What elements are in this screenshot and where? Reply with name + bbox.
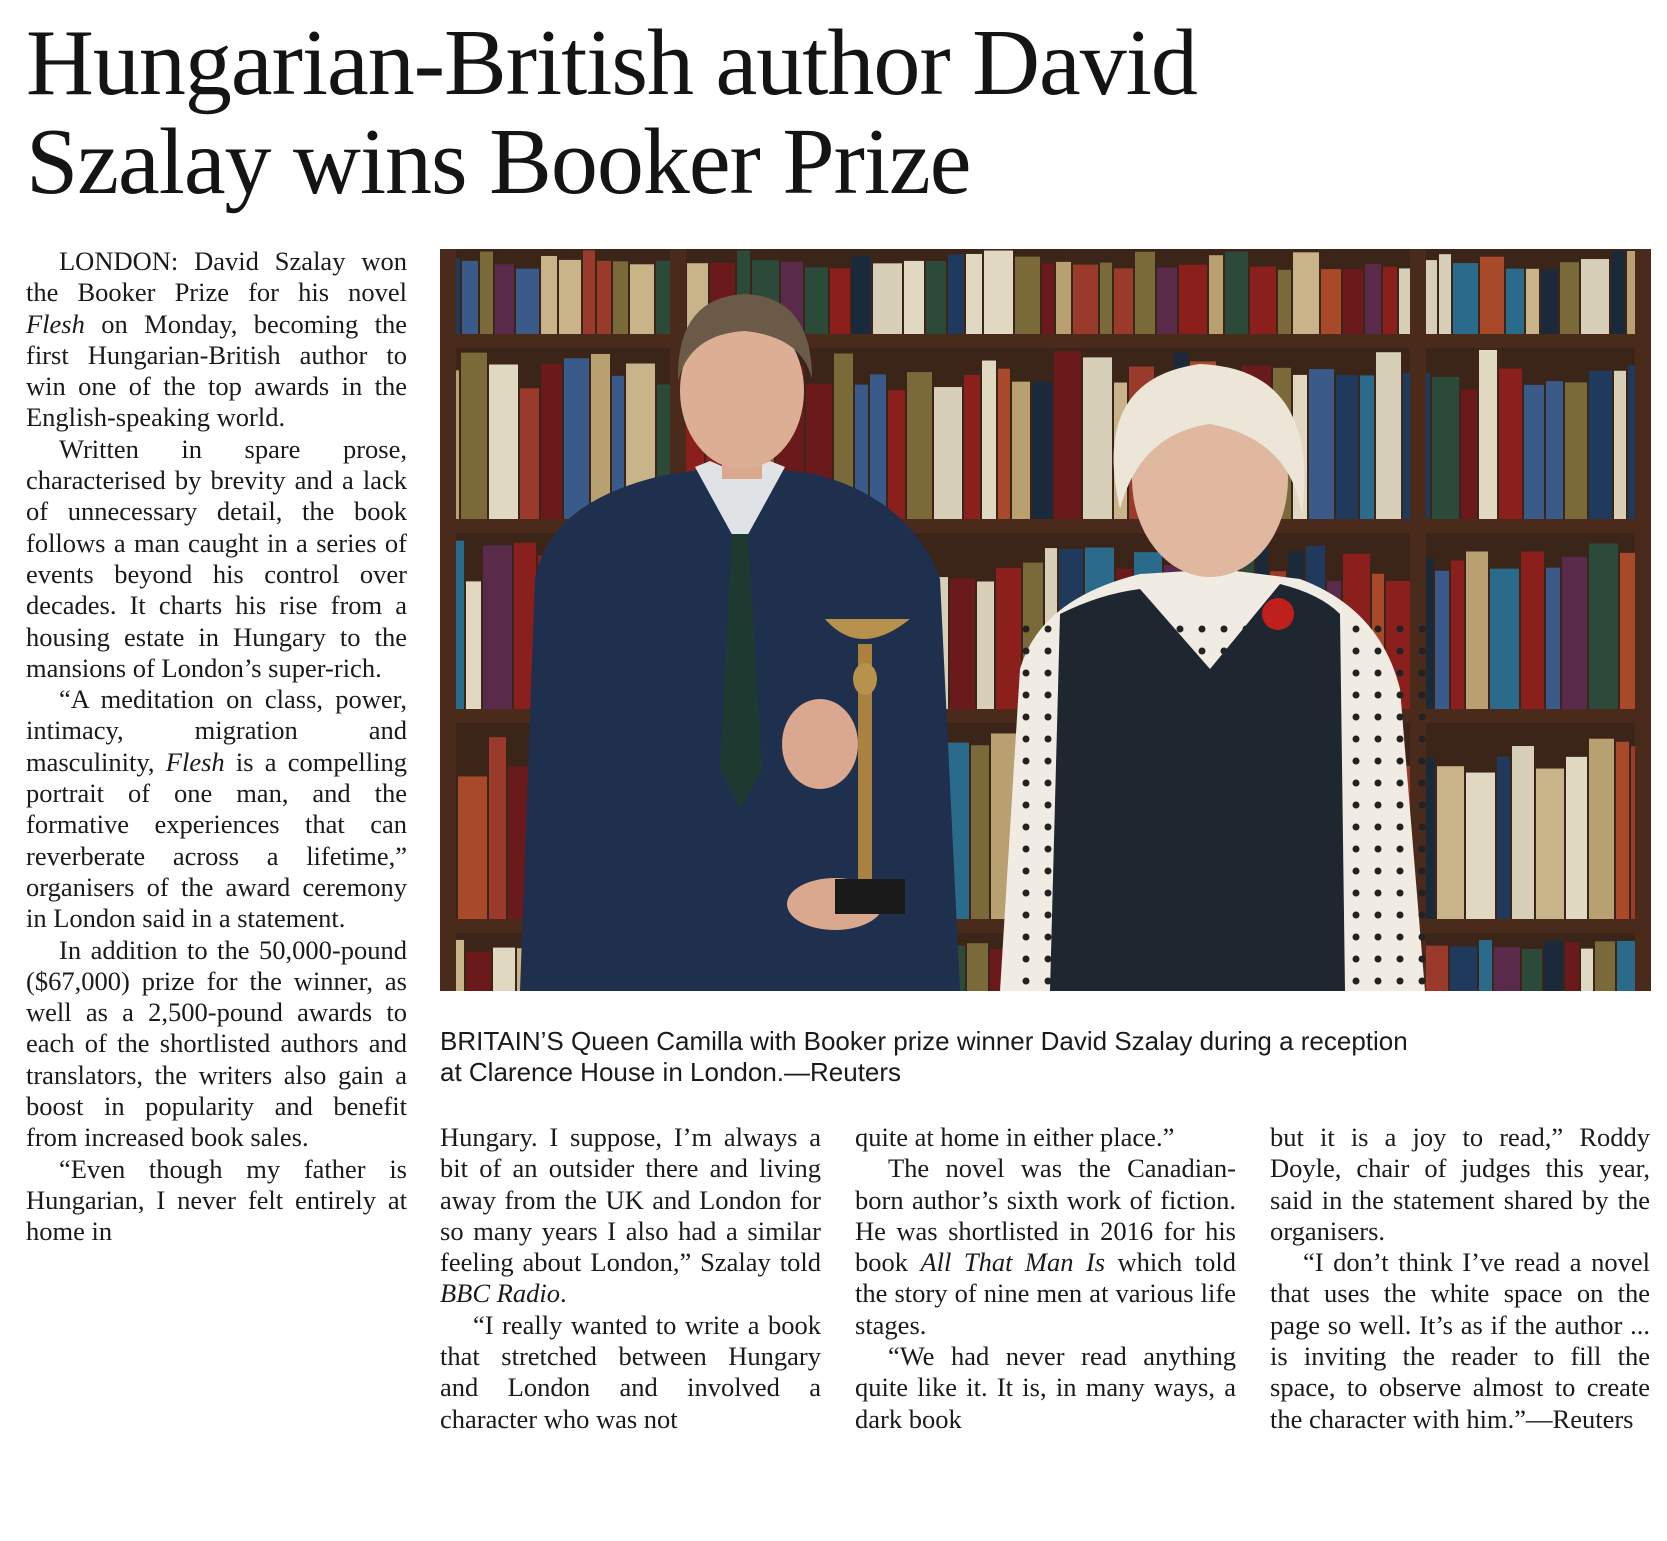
headline-line-2: Szalay wins Booker Prize — [26, 110, 971, 214]
book-spine — [1616, 742, 1629, 919]
book-spine — [1083, 357, 1112, 519]
book-spine — [541, 256, 557, 334]
book-spine — [1360, 375, 1374, 519]
book-spine — [1056, 262, 1071, 334]
poppy-icon — [1262, 598, 1294, 630]
book-title: Flesh — [26, 308, 85, 339]
polka-dot — [1045, 670, 1052, 677]
book-spine — [1209, 255, 1223, 334]
polka-dot — [1023, 670, 1030, 677]
book-spine — [1466, 551, 1488, 709]
book-spine — [1595, 941, 1615, 991]
book-spine — [489, 737, 506, 919]
book-spine — [1494, 947, 1520, 991]
book-spine — [1437, 766, 1464, 919]
polka-dot — [1397, 670, 1404, 677]
book-spine — [971, 745, 989, 919]
polka-dot — [1375, 890, 1382, 897]
polka-dot — [1419, 714, 1426, 721]
book-spine — [462, 261, 478, 334]
book-spine — [982, 361, 996, 519]
polka-dot — [1397, 692, 1404, 699]
paragraph: “I really wanted to write a book that stretched between Hungary and London and involved a character who was not — [440, 1309, 821, 1434]
polka-dot — [1045, 824, 1052, 831]
polka-dot — [1397, 978, 1404, 985]
polka-dot — [1045, 648, 1052, 655]
book-spine — [1100, 263, 1112, 334]
paragraph: In addition to the 50,000-pound ($67,000) prize for the winner, as well as a 2,500-pound awards to each of the shortlisted authors and translators, the writers also gain a boost in popularity and benefit from increased book sales. — [26, 934, 407, 1153]
book-spine — [1490, 569, 1519, 709]
book-spine — [907, 372, 932, 519]
book-spine — [1423, 946, 1448, 991]
book-spine — [1480, 257, 1504, 334]
polka-dot — [1045, 956, 1052, 963]
book-spine — [461, 353, 487, 519]
polka-dot — [1023, 780, 1030, 787]
polka-dot — [1353, 912, 1360, 919]
polka-dot — [1419, 802, 1426, 809]
polka-dot — [1375, 736, 1382, 743]
book-spine — [1383, 267, 1397, 334]
text: on Monday, becoming the first Hungarian-British author to win one of the top awards in the English-speaking world. — [26, 308, 407, 433]
polka-dot — [1023, 956, 1030, 963]
book-spine — [1524, 385, 1544, 519]
polka-dot — [1045, 714, 1052, 721]
book-spine — [1589, 739, 1614, 919]
outlet-name: BBC Radio — [440, 1278, 560, 1309]
polka-dot — [1419, 692, 1426, 699]
polka-dot — [1375, 626, 1382, 633]
book-spine — [1546, 381, 1563, 519]
book-spine — [1620, 553, 1635, 709]
polka-dot — [1419, 978, 1426, 985]
book-spine — [541, 364, 562, 519]
polka-dot — [1221, 626, 1228, 633]
paragraph — [26, 684, 407, 934]
book-spine — [1135, 252, 1155, 334]
book-spine — [1435, 571, 1449, 709]
text: . — [559, 1278, 567, 1309]
article-column-3 — [855, 1122, 1236, 1435]
polka-dot — [1375, 956, 1382, 963]
polka-dot — [1045, 736, 1052, 743]
book-spine — [998, 369, 1010, 519]
polka-dot — [1419, 758, 1426, 765]
book-spine — [483, 545, 512, 709]
polka-dot — [1375, 934, 1382, 941]
article-column-2 — [440, 1122, 821, 1435]
polka-dot — [1419, 846, 1426, 853]
book-spine — [904, 261, 924, 334]
polka-dot — [1397, 824, 1404, 831]
polka-dot — [1045, 758, 1052, 765]
polka-dot — [1375, 978, 1382, 985]
book-title: All That Man Is — [920, 1247, 1106, 1278]
polka-dot — [1397, 912, 1404, 919]
paragraph — [855, 1153, 1236, 1341]
photo-illustration — [440, 249, 1651, 991]
polka-dot — [1397, 626, 1404, 633]
polka-dot — [1419, 670, 1426, 677]
paragraph: Written in spare prose, characterised by brevity and a lack of unnecessary detail, the book follows a man caught in a series of events beyond his control over decades. It charts his rise from a housing estate in Hungary to the mansions of London’s super-rich. — [26, 433, 407, 683]
polka-dot — [1199, 648, 1206, 655]
book-spine — [495, 264, 514, 334]
article-column-1 — [26, 246, 407, 1248]
polka-dot — [1023, 868, 1030, 875]
polka-dot — [1397, 780, 1404, 787]
book-spine — [1589, 371, 1612, 519]
book-spine — [1581, 259, 1609, 334]
book-spine — [1439, 254, 1451, 334]
polka-dot — [1419, 736, 1426, 743]
book-spine — [967, 943, 988, 991]
book-spine — [926, 261, 946, 334]
book-spine — [1432, 377, 1459, 519]
polka-dot — [1045, 780, 1052, 787]
polka-dot — [1375, 868, 1382, 875]
book-spine — [516, 269, 539, 334]
polka-dot — [1045, 692, 1052, 699]
book-spine — [964, 375, 980, 519]
paragraph: but it is a joy to read,” Roddy Doyle, chair of judges this year, said in the statement shared by the organisers. — [1270, 1122, 1650, 1246]
polka-dot — [1375, 648, 1382, 655]
polka-dot — [1397, 890, 1404, 897]
caption-line-1: BRITAIN’S Queen Camilla with Booker prize winner David Szalay during a reception — [440, 1026, 1408, 1056]
book-spine — [1157, 268, 1177, 334]
text: is a compelling portrait of one man, and the formative experiences that can reverberate across a lifetime,” organisers of the award ceremony in London said in a statement. — [26, 746, 407, 934]
book-spine — [1562, 557, 1587, 709]
book-spine — [466, 952, 491, 991]
book-spine — [1522, 949, 1542, 991]
polka-dot — [1375, 714, 1382, 721]
polka-dot — [1353, 846, 1360, 853]
polka-dot — [1375, 692, 1382, 699]
book-spine — [564, 358, 589, 519]
book-spine — [1073, 265, 1098, 334]
book-spine — [950, 579, 975, 709]
book-spine — [1506, 269, 1524, 334]
shelf-post — [440, 249, 456, 991]
polka-dot — [1023, 912, 1030, 919]
polka-dot — [1045, 912, 1052, 919]
polka-dot — [1353, 934, 1360, 941]
book-spine — [1581, 949, 1593, 991]
book-spine — [1479, 940, 1492, 991]
polka-dot — [1023, 692, 1030, 699]
book-spine — [1250, 267, 1276, 334]
polka-dot — [1419, 780, 1426, 787]
book-spine — [870, 374, 886, 519]
polka-dot — [1353, 758, 1360, 765]
caption-line-2: at Clarence House in London.—Reuters — [440, 1057, 902, 1087]
polka-dot — [1023, 736, 1030, 743]
book-spine — [888, 390, 905, 519]
polka-dot — [1419, 868, 1426, 875]
book-spine — [1321, 269, 1341, 334]
polka-dot — [1397, 648, 1404, 655]
news-photo — [440, 249, 1651, 991]
polka-dot — [1397, 956, 1404, 963]
book-spine — [466, 581, 481, 709]
book-spine — [1365, 264, 1381, 334]
book-spine — [1526, 269, 1539, 334]
headline-line-1: Hungarian-British author David — [26, 11, 1197, 115]
book-spine — [996, 568, 1021, 709]
book-title: Flesh — [165, 746, 225, 777]
book-spine — [1278, 270, 1291, 334]
book-spine — [1536, 769, 1564, 919]
polka-dot — [1023, 714, 1030, 721]
book-spine — [1225, 252, 1248, 334]
book-spine — [1336, 375, 1358, 519]
photo-caption — [440, 1026, 1655, 1088]
polka-dot — [1353, 868, 1360, 875]
shelf-board — [440, 334, 1651, 348]
book-spine — [559, 260, 581, 334]
book-spine — [1343, 269, 1363, 334]
polka-dot — [1375, 758, 1382, 765]
book-spine — [1521, 552, 1544, 709]
polka-dot — [1419, 956, 1426, 963]
polka-dot — [1419, 934, 1426, 941]
book-spine — [1054, 351, 1081, 519]
polka-dot — [1023, 890, 1030, 897]
polka-dot — [1353, 714, 1360, 721]
text: LONDON: David Szalay won the Booker Prize for his novel — [26, 246, 407, 308]
book-spine — [1032, 382, 1052, 519]
polka-dot — [1375, 780, 1382, 787]
polka-dot — [1045, 868, 1052, 875]
polka-dot — [1177, 626, 1184, 633]
polka-dot — [1397, 736, 1404, 743]
text: “A meditation on class, power, intimacy, migration and masculinity, — [26, 684, 407, 777]
book-spine — [1012, 382, 1030, 519]
book-spine — [966, 254, 982, 334]
book-spine — [1614, 371, 1626, 519]
book-spine — [1114, 268, 1133, 334]
text: which told the story of nine men at various life stages. — [855, 1247, 1236, 1340]
polka-dot — [1375, 912, 1382, 919]
polka-dot — [1353, 648, 1360, 655]
shelf-post — [1635, 249, 1651, 991]
polka-dot — [1375, 802, 1382, 809]
book-spine — [1461, 389, 1477, 519]
book-spine — [480, 252, 493, 334]
polka-dot — [1353, 626, 1360, 633]
book-spine — [1565, 942, 1579, 991]
polka-dot — [1419, 890, 1426, 897]
paragraph — [440, 1122, 821, 1310]
polka-dot — [1045, 626, 1052, 633]
polka-dot — [1419, 912, 1426, 919]
book-spine — [977, 581, 994, 709]
polka-dot — [1375, 846, 1382, 853]
book-spine — [1309, 369, 1334, 519]
book-spine — [948, 254, 964, 334]
polka-dot — [1045, 890, 1052, 897]
book-spine — [1589, 544, 1618, 709]
polka-dot — [1375, 824, 1382, 831]
book-spine — [1466, 773, 1495, 919]
book-spine — [852, 256, 871, 334]
book-spine — [630, 264, 654, 334]
polka-dot — [1045, 934, 1052, 941]
polka-dot — [1353, 890, 1360, 897]
book-spine — [613, 261, 628, 334]
book-spine — [1565, 382, 1587, 519]
book-spine — [805, 267, 828, 334]
polka-dot — [1397, 868, 1404, 875]
headline — [26, 11, 1586, 214]
book-spine — [493, 948, 515, 991]
book-spine — [489, 365, 518, 519]
polka-dot — [1199, 626, 1206, 633]
polka-dot — [1397, 714, 1404, 721]
book-spine — [1560, 262, 1579, 334]
book-spine — [1179, 265, 1207, 334]
book-spine — [1611, 251, 1625, 334]
polka-dot — [1023, 978, 1030, 985]
book-spine — [1499, 369, 1522, 519]
book-spine — [934, 387, 962, 519]
book-spine — [458, 776, 487, 919]
book-spine — [520, 388, 539, 519]
book-spine — [583, 250, 595, 334]
polka-dot — [1353, 670, 1360, 677]
polka-dot — [1023, 802, 1030, 809]
paragraph: “Even though my father is Hungarian, I never felt entirely at home in — [26, 1153, 407, 1247]
book-spine — [1376, 352, 1401, 519]
book-spine — [1015, 257, 1040, 334]
polka-dot — [1353, 780, 1360, 787]
paragraph — [26, 246, 407, 434]
polka-dot — [1023, 626, 1030, 633]
polka-dot — [1397, 802, 1404, 809]
polka-dot — [1397, 846, 1404, 853]
polka-dot — [1023, 824, 1030, 831]
book-spine — [1566, 757, 1587, 919]
book-spine — [1544, 941, 1563, 991]
book-spine — [1479, 350, 1497, 519]
paragraph: “I don’t think I’ve read a novel that uses the white space on the page so well. It’s as if the author ... is inviting the reader to fill the space, to observe almost to create the character with him.”—Reuters — [1270, 1247, 1650, 1434]
book-spine — [1453, 263, 1478, 334]
paragraph: quite at home in either place.” — [855, 1122, 1175, 1152]
paragraph: “We had never read anything quite like it. It is, in many ways, a dark book — [855, 1341, 1236, 1434]
polka-dot — [1353, 802, 1360, 809]
polka-dot — [1023, 934, 1030, 941]
book-spine — [873, 263, 902, 334]
polka-dot — [1419, 626, 1426, 633]
polka-dot — [1353, 824, 1360, 831]
book-spine — [1450, 946, 1477, 991]
book-spine — [1541, 270, 1558, 334]
book-spine — [1042, 263, 1054, 334]
book-spine — [1546, 568, 1560, 709]
polka-dot — [1023, 758, 1030, 765]
polka-dot — [1045, 802, 1052, 809]
polka-dot — [1353, 736, 1360, 743]
polka-dot — [1397, 758, 1404, 765]
polka-dot — [1419, 648, 1426, 655]
book-spine — [597, 261, 611, 334]
book-spine — [1512, 746, 1534, 919]
polka-dot — [1353, 978, 1360, 985]
book-spine — [1293, 252, 1319, 334]
polka-dot — [1023, 648, 1030, 655]
polka-dot — [1419, 824, 1426, 831]
polka-dot — [1353, 692, 1360, 699]
book-spine — [984, 251, 1013, 334]
text: The novel was the Canadian-born author’s sixth work of fiction. He was shortlisted in 2016 for his book — [855, 1153, 1236, 1278]
polka-dot — [1375, 670, 1382, 677]
polka-dot — [1353, 956, 1360, 963]
book-spine — [1497, 757, 1510, 919]
article-column-4 — [1270, 1122, 1650, 1435]
polka-dot — [1397, 934, 1404, 941]
polka-dot — [1023, 846, 1030, 853]
book-spine — [1451, 560, 1464, 709]
text: Hungary. I suppose, I’m always a bit of an outsider there and living away from the UK and London for so many years I also had a similar feeling about London,” Szalay told — [440, 1122, 821, 1278]
book-spine — [830, 268, 850, 334]
polka-dot — [1045, 846, 1052, 853]
